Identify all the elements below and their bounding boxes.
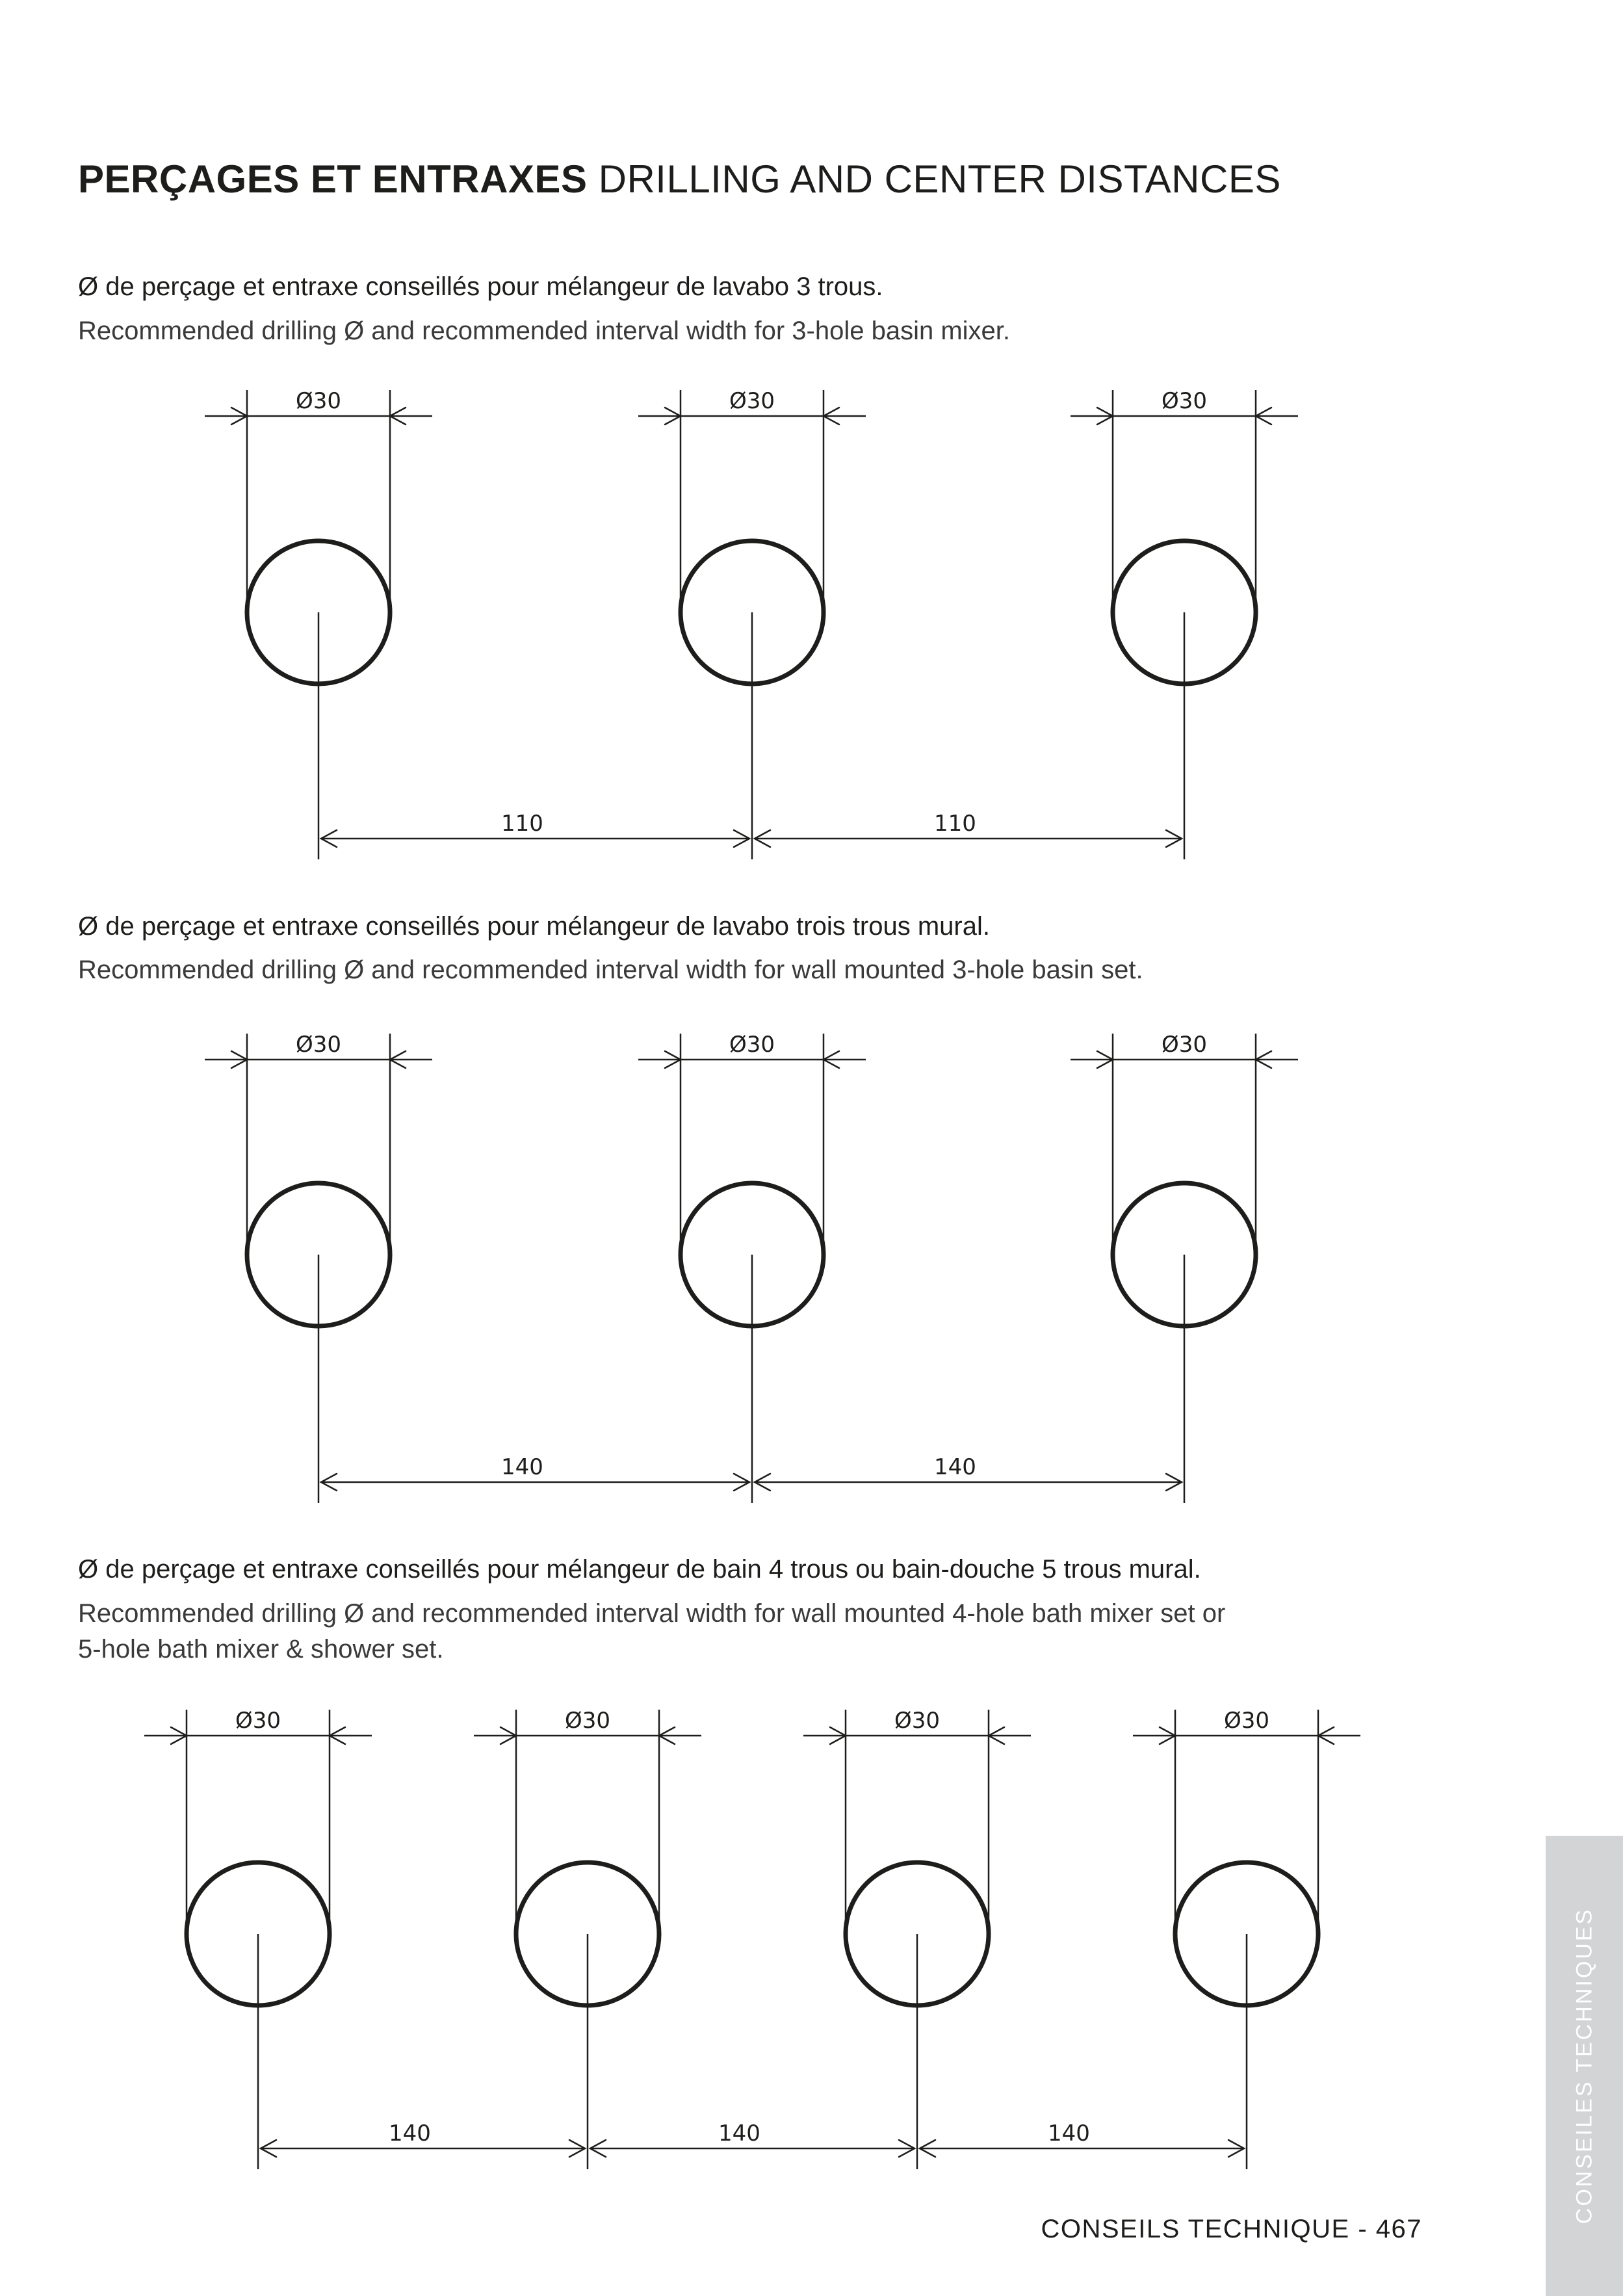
section-2-caption-fr: Ø de perçage et entraxe conseillés pour mélangeur de lavabo trois trous mural. [78, 912, 990, 941]
section-3-caption-en-line-2: 5-hole bath mixer & shower set. [78, 1635, 444, 1663]
drilling-diagram-3 [0, 1703, 1430, 2158]
hole-2-diameter-label: Ø30 [564, 1708, 611, 1734]
spacing-2-label: 140 [718, 2120, 760, 2146]
spacing-1-label: 140 [501, 1454, 543, 1480]
side-tab-label: CONSEILES TECHNIQUES [1572, 1907, 1596, 2224]
title-english: DRILLING AND CENTER DISTANCES [598, 157, 1281, 201]
page-footer: CONSEILS TECHNIQUE - 467 [1041, 2215, 1422, 2243]
hole-1-diameter-label: Ø30 [235, 1708, 281, 1734]
hole-4-diameter-label: Ø30 [1223, 1708, 1270, 1734]
side-tab [1546, 1836, 1623, 2296]
section-3-caption-en-line-1: Recommended drilling Ø and recommended interval width for wall mounted 4-hole bath mixer set or [78, 1599, 1226, 1628]
spacing-1-label: 140 [389, 2120, 431, 2146]
section-2-caption-en: Recommended drilling Ø and recommended interval width for wall mounted 3-hole basin set. [78, 956, 1143, 984]
drilling-diagram-2 [0, 1027, 1365, 1482]
hole-2-diameter-label: Ø30 [729, 388, 775, 414]
hole-3-diameter-label: Ø30 [1161, 1032, 1208, 1058]
hole-3-diameter-label: Ø30 [894, 1708, 941, 1734]
section-1-caption-fr: Ø de perçage et entraxe conseillés pour mélangeur de lavabo 3 trous. [78, 272, 883, 301]
section-1-caption-en: Recommended drilling Ø and recommended interval width for 3-hole basin mixer. [78, 317, 1011, 345]
hole-2-diameter-label: Ø30 [729, 1032, 775, 1058]
spacing-2-label: 110 [934, 811, 976, 837]
spacing-2-label: 140 [934, 1454, 976, 1480]
hole-1-diameter-label: Ø30 [295, 1032, 342, 1058]
hole-1-diameter-label: Ø30 [295, 388, 342, 414]
hole-3-diameter-label: Ø30 [1161, 388, 1208, 414]
page-title [78, 153, 1281, 205]
section-3-caption-fr: Ø de perçage et entraxe conseillés pour mélangeur de bain 4 trous ou bain-douche 5 trous mural. [78, 1555, 1201, 1584]
spacing-3-label: 140 [1048, 2120, 1090, 2146]
spacing-1-label: 110 [501, 811, 543, 837]
drilling-diagram-1 [0, 384, 1365, 839]
title-french: PERÇAGES ET ENTRAXES [78, 157, 588, 201]
